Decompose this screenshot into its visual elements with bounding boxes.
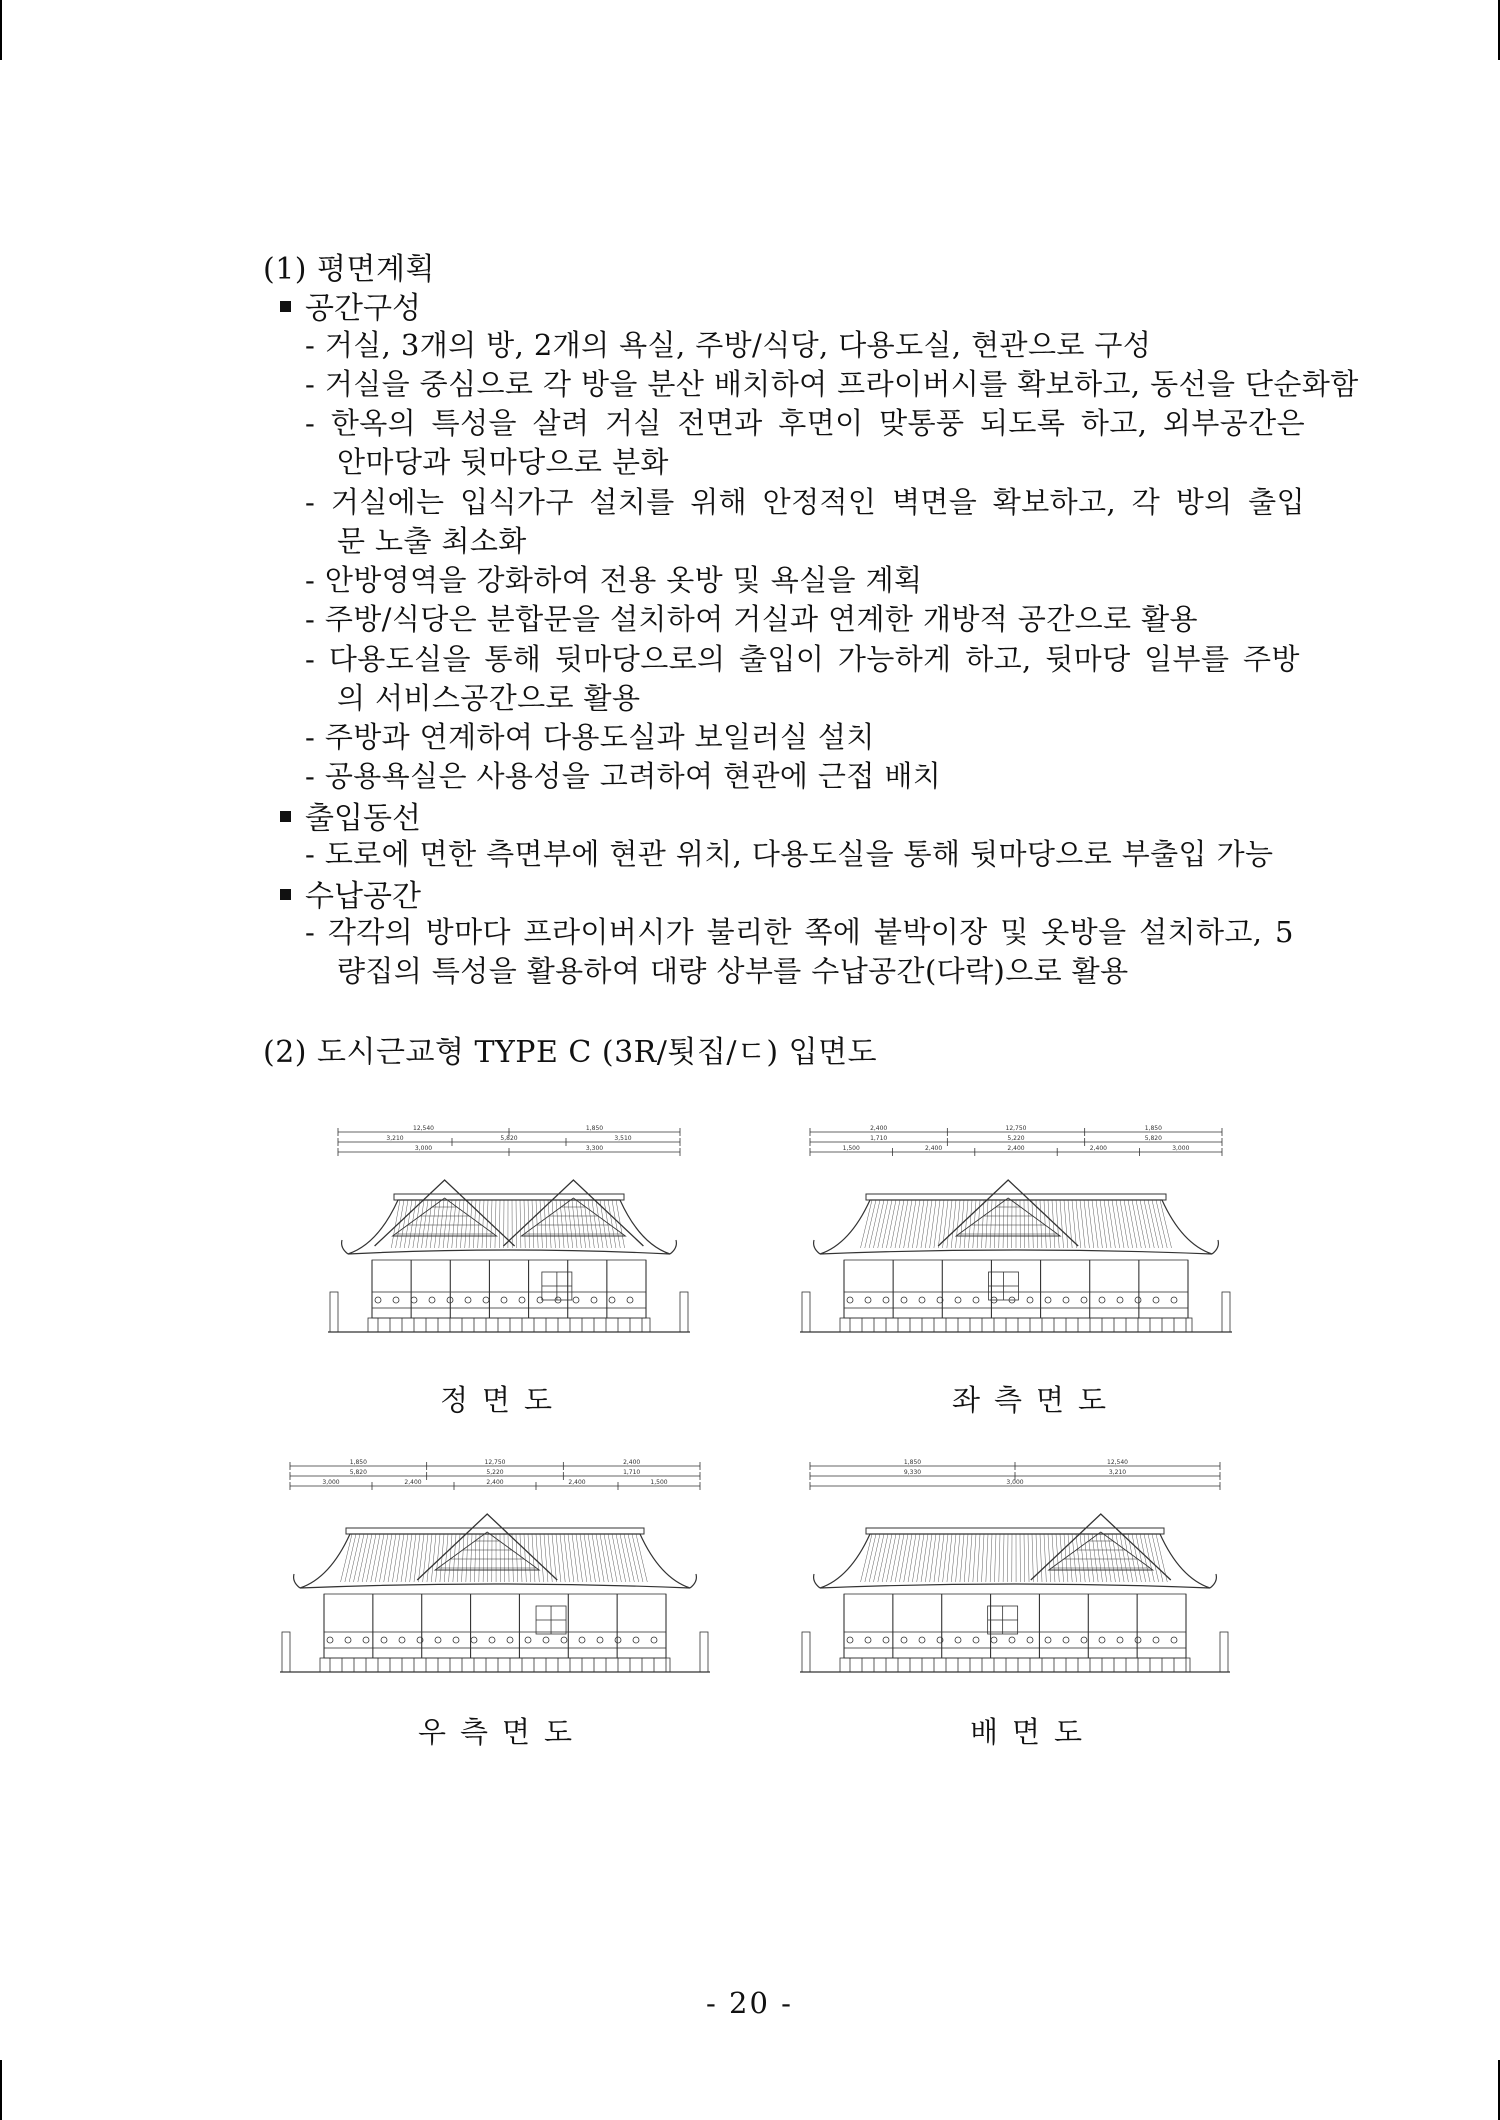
bullet-heading-label: 수납공간	[305, 879, 421, 914]
text-line: - 거실을 중심으로 각 방을 분산 배치하여 프라이버시를 확보하고, 동선을 단순화함	[305, 367, 1359, 401]
text-line: - 거실에는 입식가구 설치를 위해 안정적인 벽면을 확보하고, 각 방의 출입	[305, 485, 1306, 519]
dimension-label: 2,400	[1007, 1145, 1025, 1152]
dimension-label: 2,400	[623, 1459, 641, 1466]
elevation-svg	[800, 1120, 1232, 1350]
text-line: 의 서비스공간으로 활용	[337, 681, 641, 715]
bullet-heading-space	[280, 283, 421, 327]
text-line: - 한옥의 특성을 살려 거실 전면과 후면이 맞통풍 되도록 하고, 외부공간은	[305, 406, 1306, 440]
caption-left-side-elevation: 좌측면도	[952, 1383, 1121, 1417]
dimension-label: 2,400	[1089, 1145, 1107, 1152]
section-title-elevation: (2) 도시근교형 TYPE C (3R/툇집/ㄷ) 입면도	[263, 1035, 878, 1070]
bullet-square-icon	[280, 889, 291, 900]
elevation-drawing-front	[328, 1120, 690, 1350]
dimension-label: 3,000	[414, 1145, 433, 1152]
dimension-label: 1,710	[870, 1135, 888, 1142]
elevation-drawing-right-side	[280, 1454, 710, 1690]
dimension-label: 5,820	[349, 1469, 367, 1476]
text-line: - 공용욕실은 사용성을 고려하여 현관에 근접 배치	[305, 759, 942, 793]
dimension-label: 3,000	[322, 1479, 340, 1486]
caption-right-side-elevation: 우측면도	[418, 1715, 587, 1749]
dimension-label: 3,510	[614, 1135, 632, 1142]
text-line: - 각각의 방마다 프라이버시가 불리한 쪽에 붙박이장 및 옷방을 설치하고, 5	[305, 915, 1294, 949]
dimension-label: 3,210	[1108, 1469, 1127, 1476]
elevation-svg	[328, 1120, 690, 1350]
bullet-heading-label: 출입동선	[305, 801, 421, 836]
dimension-label: 5,820	[1144, 1135, 1162, 1142]
dimension-label: 3,000	[1006, 1479, 1024, 1486]
dimension-label: 2,400	[486, 1479, 504, 1486]
dimension-label: 1,500	[650, 1479, 668, 1486]
text-line: - 안방영역을 강화하여 전용 옷방 및 욕실을 계획	[305, 563, 923, 597]
caption-front-elevation: 정면도	[440, 1383, 567, 1417]
elevation-svg	[800, 1454, 1230, 1690]
dimension-label: 1,850	[1144, 1125, 1162, 1132]
dimension-label: 2,400	[925, 1145, 943, 1152]
page-number: - 20 -	[706, 1986, 793, 2020]
dimension-label: 2,400	[870, 1125, 888, 1132]
dimension-label: 1,850	[585, 1125, 604, 1132]
dimension-label: 12,540	[413, 1125, 434, 1132]
text-line: - 도로에 면한 측면부에 현관 위치, 다용도실을 통해 뒷마당으로 부출입 가능	[305, 837, 1274, 871]
text-line: - 거실, 3개의 방, 2개의 욕실, 주방/식당, 다용도실, 현관으로 구성	[305, 328, 1152, 362]
dimension-label: 1,500	[842, 1145, 860, 1152]
text-line: - 주방/식당은 분합문을 설치하여 거실과 연계한 개방적 공간으로 활용	[305, 602, 1198, 636]
caption-rear-elevation: 배면도	[970, 1715, 1097, 1749]
text-line: - 다용도실을 통해 뒷마당으로의 출입이 가능하게 하고, 뒷마당 일부를 주방	[305, 642, 1300, 676]
bullet-heading-label: 공간구성	[305, 291, 421, 326]
crop-mark-bottom-left	[0, 2060, 2, 2120]
text-line: 문 노출 최소화	[337, 524, 527, 558]
bullet-square-icon	[280, 811, 291, 822]
elevation-drawing-left-side	[800, 1120, 1232, 1350]
dimension-label: 5,220	[1007, 1135, 1025, 1142]
dimension-label: 12,750	[484, 1459, 506, 1466]
crop-mark-top-left	[0, 0, 2, 60]
dimension-label: 3,210	[386, 1135, 404, 1142]
dimension-label: 2,400	[404, 1479, 422, 1486]
text-line: - 주방과 연계하여 다용도실과 보일러실 설치	[305, 720, 875, 754]
elevation-drawing-rear	[800, 1454, 1230, 1690]
bullet-heading-storage	[280, 871, 421, 915]
bullet-square-icon	[280, 301, 291, 312]
dimension-label: 1,850	[349, 1459, 367, 1466]
dimension-label: 3,000	[1172, 1145, 1190, 1152]
dimension-label: 1,710	[623, 1469, 641, 1476]
text-line: 량집의 특성을 활용하여 대량 상부를 수납공간(다락)으로 활용	[337, 954, 1129, 988]
dimension-label: 1,850	[903, 1459, 922, 1466]
dimension-label: 2,400	[568, 1479, 586, 1486]
elevation-svg	[280, 1454, 710, 1690]
dimension-label: 12,540	[1107, 1459, 1128, 1466]
dimension-label: 5,220	[486, 1469, 504, 1476]
dimension-label: 9,330	[903, 1469, 922, 1476]
dimension-label: 5,820	[500, 1135, 518, 1142]
text-line: 안마당과 뒷마당으로 분화	[337, 445, 669, 479]
dimension-label: 12,750	[1005, 1125, 1027, 1132]
bullet-heading-entrance	[280, 793, 421, 837]
section-title-plan: (1) 평면계획	[263, 252, 435, 287]
dimension-label: 3,300	[585, 1145, 604, 1152]
